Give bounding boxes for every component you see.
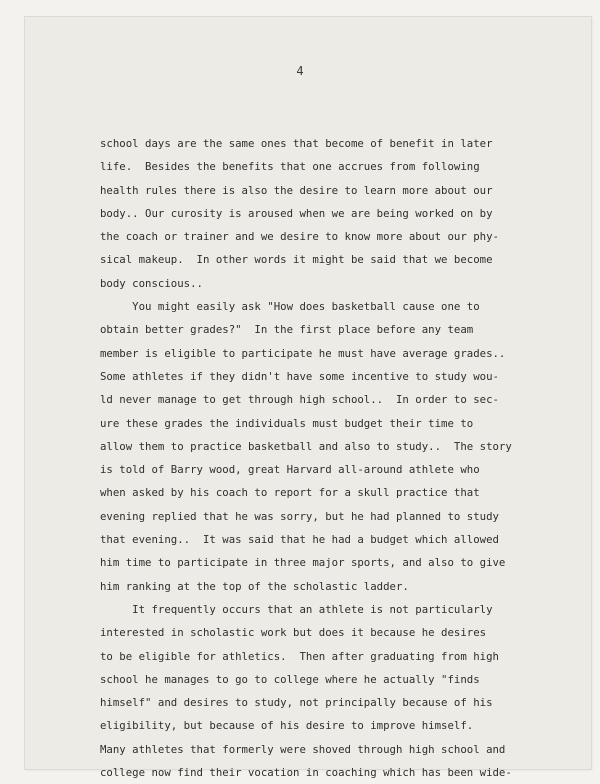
text-line: him time to participate in three major sports, and also to give (100, 556, 506, 570)
text-line: him ranking at the top of the scholastic ladder. (100, 579, 409, 593)
text-line: Many athletes that formerly were shoved through high school and (100, 742, 506, 756)
text-line: member is eligible to participate he must have average grades.. (100, 346, 506, 360)
text-line: the coach or trainer and we desire to know more about our phy- (100, 230, 499, 244)
text-line: obtain better grades?" In the first place before any team (100, 323, 474, 337)
text-line: school days are the same ones that become of benefit in later (100, 137, 493, 150)
text-line: Some athletes if they didn't have some incentive to study wou- (100, 369, 499, 383)
text-line: ld never manage to get through high school.. In order to sec- (100, 393, 499, 407)
text-line: body.. Our curosity is aroused when we are being worked on by (100, 206, 493, 220)
text-line: when asked by his coach to report for a skull practice that (100, 486, 480, 500)
text-line: to be eligible for athletics. Then after graduating from high (100, 649, 499, 663)
text-line: eligibility, but because of his desire to improve himself. (100, 719, 474, 733)
text-line: school he manages to go to college where he actually "finds (100, 672, 480, 686)
text-line: himself" and desires to study, not principally because of his (100, 696, 493, 710)
text-line: life. Besides the benefits that one accrues from following (100, 160, 480, 174)
text-line: is told of Barry wood, great Harvard all-around athlete who (100, 463, 480, 477)
text-line: allow them to practice basketball and also to study.. The story (100, 439, 512, 453)
text-line: evening replied that he was sorry, but he had planned to study (100, 509, 499, 523)
text-line: You might easily ask "How does basketball cause one to (100, 300, 480, 314)
body-text (100, 132, 560, 784)
text-line: body conscious.. (100, 276, 203, 290)
page-number: 4 (296, 64, 304, 78)
text-line: college now find their vocation in coaching which has been wide- (100, 766, 512, 780)
text-line: It frequently occurs that an athlete is not particularly (100, 602, 493, 616)
text-line: ure these grades the individuals must budget their time to (100, 416, 474, 430)
text-line: interested in scholastic work but does it because he desires (100, 626, 487, 640)
text-line: health rules there is also the desire to learn more about our (100, 183, 493, 197)
text-line: sical makeup. In other words it might be said that we become (100, 253, 493, 267)
text-line: that evening.. It was said that he had a budget which allowed (100, 533, 499, 547)
